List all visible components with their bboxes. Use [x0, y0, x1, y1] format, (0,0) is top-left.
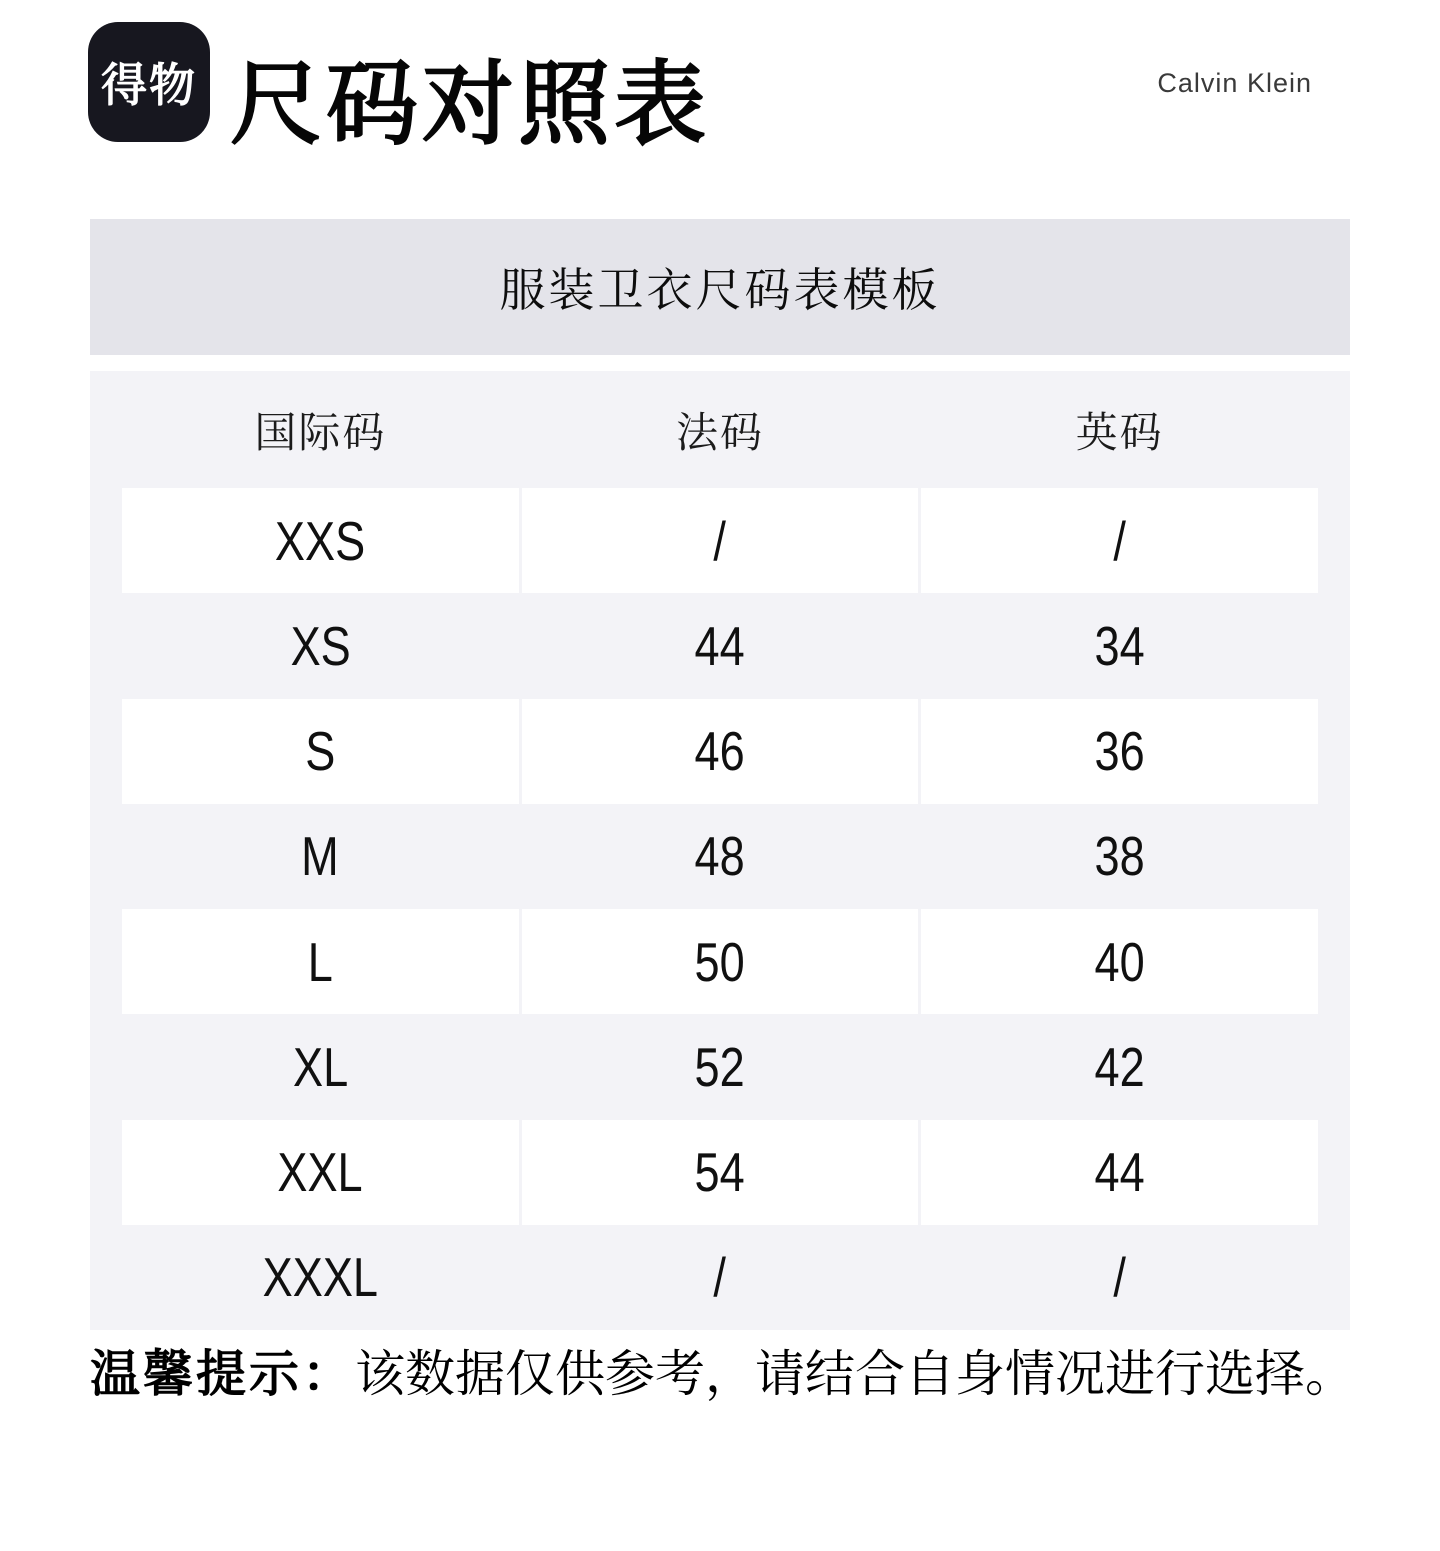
cell-uk-size: [921, 1120, 1318, 1225]
cell-french-size: [522, 1014, 919, 1119]
cell-value: XXL: [277, 1141, 363, 1204]
cell-value: /: [1113, 509, 1126, 572]
column-header-french: 法码: [675, 408, 764, 456]
cell-uk-size: [921, 1014, 1318, 1119]
cell-international-size: [122, 804, 519, 909]
dewu-logo: [88, 22, 210, 142]
table-body: [122, 488, 1318, 1330]
cell-uk-size: [921, 909, 1318, 1014]
table-row: [122, 699, 1318, 804]
cell-value: /: [713, 509, 727, 572]
cell-international-size: [122, 593, 519, 698]
cell-value: /: [1113, 1246, 1126, 1309]
page-title: 尺码对照表: [230, 54, 711, 156]
footnote-text: 该数据仅供参考，请结合自身情况进行选择。: [355, 1346, 1355, 1402]
table-row: [122, 1120, 1318, 1225]
cell-value: XS: [290, 614, 351, 677]
brand-logo-text: Calvin Klein: [1157, 68, 1312, 98]
cell-value: M: [301, 825, 340, 888]
table-row: [122, 909, 1318, 1014]
cell-value: XXXL: [262, 1246, 378, 1309]
cell-value: 40: [1094, 930, 1145, 993]
footnote-label: 温馨提示：: [90, 1346, 355, 1402]
cell-value: 36: [1094, 720, 1145, 783]
table-header-row: [122, 371, 1318, 488]
column-header-uk: 英码: [1075, 408, 1164, 456]
cell-value: XXS: [275, 509, 366, 572]
table-row: [122, 1225, 1318, 1330]
cell-value: 48: [694, 825, 746, 888]
cell-uk-size: [921, 593, 1318, 698]
cell-value: /: [713, 1246, 727, 1309]
cell-international-size: [122, 909, 519, 1014]
cell-international-size: [122, 1225, 519, 1330]
size-table: [90, 371, 1350, 1330]
cell-value: 54: [694, 1141, 746, 1204]
table-row: [122, 1014, 1318, 1119]
table-title-banner: [90, 219, 1350, 355]
cell-french-size: [522, 1120, 919, 1225]
column-header-international: 国际码: [254, 408, 387, 456]
cell-value: 46: [694, 720, 746, 783]
cell-french-size: [522, 699, 919, 804]
table-title: 服装卫衣尺码表模板: [499, 264, 941, 316]
cell-international-size: [122, 699, 519, 804]
cell-value: L: [307, 930, 333, 993]
cell-value: 42: [1094, 1035, 1145, 1098]
table-row: [122, 488, 1318, 593]
cell-french-size: [522, 593, 919, 698]
cell-value: 38: [1094, 825, 1145, 888]
table-row: [122, 804, 1318, 909]
cell-value: 52: [694, 1035, 746, 1098]
cell-uk-size: [921, 1225, 1318, 1330]
cell-uk-size: [921, 699, 1318, 804]
cell-value: XL: [292, 1035, 348, 1098]
cell-uk-size: [921, 804, 1318, 909]
cell-value: 50: [694, 930, 746, 993]
cell-french-size: [522, 804, 919, 909]
cell-french-size: [522, 488, 919, 593]
cell-uk-size: [921, 488, 1318, 593]
cell-french-size: [522, 1225, 919, 1330]
table-row: [122, 593, 1318, 698]
cell-value: 34: [1094, 614, 1145, 677]
dewu-logo-text: 得物: [101, 59, 197, 111]
cell-value: 44: [1094, 1141, 1145, 1204]
cell-international-size: [122, 488, 519, 593]
cell-international-size: [122, 1120, 519, 1225]
cell-value: S: [305, 720, 336, 783]
cell-value: 44: [694, 614, 746, 677]
cell-french-size: [522, 909, 919, 1014]
cell-international-size: [122, 1014, 519, 1119]
footnote: [90, 1342, 1355, 1407]
